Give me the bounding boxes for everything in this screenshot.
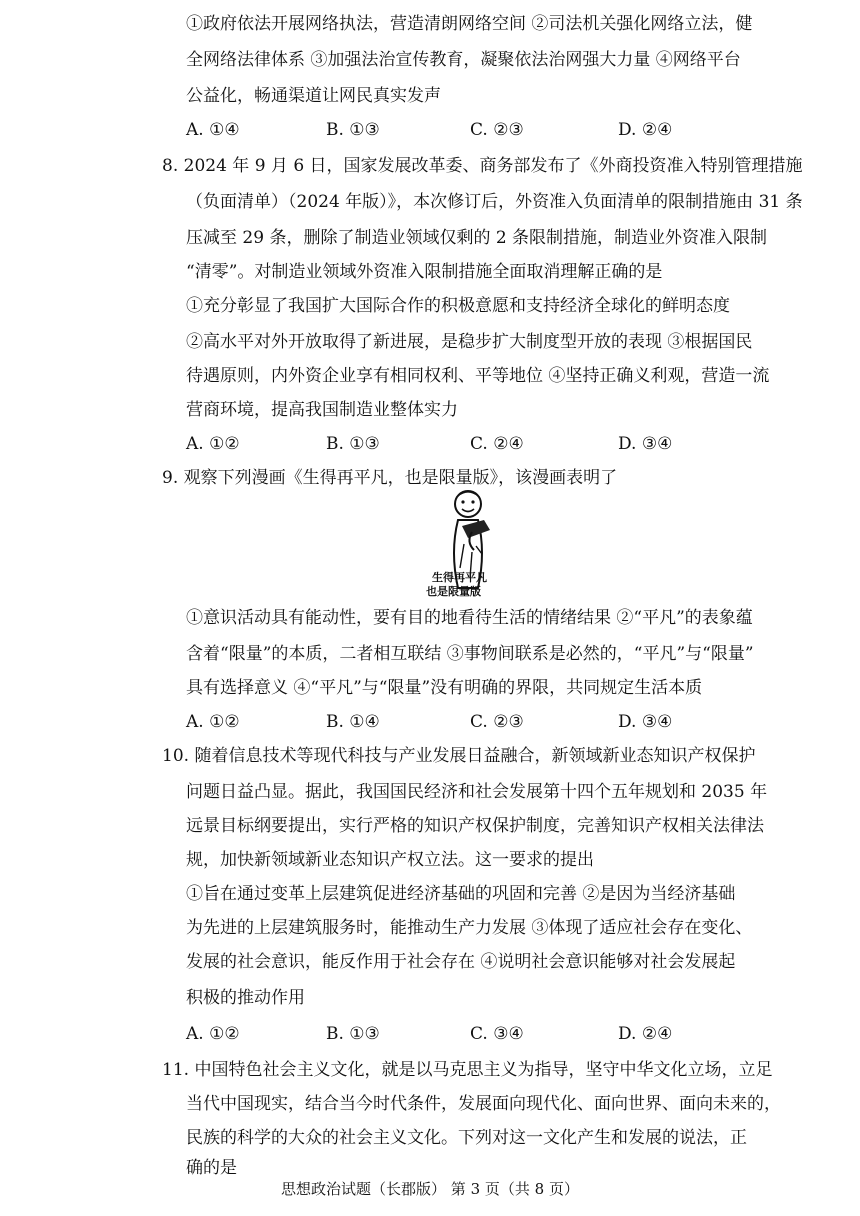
- q7-choice-d: D. ②④: [618, 120, 673, 140]
- q10-line-4: 规，加快新领域新业态知识产权立法。这一要求的提出: [186, 850, 594, 870]
- cartoon-caption-line-1: 生得再平凡: [432, 571, 487, 584]
- q10-line-8: 积极的推动作用: [186, 988, 305, 1008]
- q9-line-2: 含着“限量”的本质，二者相互联结 ③事物间联系是必然的，“平凡”与“限量”: [186, 644, 754, 664]
- q11-line-1: 11. 中国特色社会主义文化，就是以马克思主义为指导，坚守中华文化立场，立足: [162, 1060, 773, 1080]
- cartoon-caption-line-2: 也是限量版: [426, 585, 481, 598]
- q8-choice-b: B. ①③: [326, 434, 380, 454]
- q7-choice-b: B. ①③: [326, 120, 380, 140]
- q10-choice-d: D. ②④: [618, 1024, 673, 1044]
- q9-choice-a: A. ①②: [186, 712, 240, 732]
- q9-line-1: ①意识活动具有能动性，要有目的地看待生活的情绪结果 ②“平凡”的表象蕴: [186, 608, 753, 628]
- q7-line-3: 公益化，畅通渠道让网民真实发声: [186, 86, 441, 106]
- q9-choice-b: B. ①④: [326, 712, 380, 732]
- q9-choice-c: C. ②③: [470, 712, 524, 732]
- q10-choice-c: C. ③④: [470, 1024, 524, 1044]
- q7-line-2: 全网络法律体系 ③加强法治宣传教育，凝聚依法治网强大力量 ④网络平台: [186, 50, 741, 70]
- q11-line-3: 民族的科学的大众的社会主义文化。下列对这一文化产生和发展的说法，正: [186, 1128, 747, 1148]
- q10-line-7: 发展的社会意识，能反作用于社会存在 ④说明社会意识能够对社会发展起: [186, 952, 736, 972]
- q11-line-4: 确的是: [186, 1158, 237, 1178]
- q10-line-2: 问题日益凸显。据此，我国国民经济和社会发展第十四个五年规划和 2035 年: [186, 782, 768, 802]
- q7-line-1: ①政府依法开展网络执法，营造清朗网络空间 ②司法机关强化网络立法，健: [186, 14, 753, 34]
- q8-choice-c: C. ②④: [470, 434, 524, 454]
- q8-choice-d: D. ③④: [618, 434, 673, 454]
- q9-choice-d: D. ③④: [618, 712, 673, 732]
- q8-choice-a: A. ①②: [186, 434, 240, 454]
- q10-line-1: 10. 随着信息技术等现代科技与产业发展日益融合，新领域新业态知识产权保护: [162, 746, 756, 766]
- q10-line-6: 为先进的上层建筑服务时，能推动生产力发展 ③体现了适应社会存在变化、: [186, 918, 753, 938]
- q8-line-8: 营商环境，提高我国制造业整体实力: [186, 400, 458, 420]
- q10-choice-b: B. ①③: [326, 1024, 380, 1044]
- q10-line-5: ①旨在通过变革上层建筑促进经济基础的巩固和完善 ②是因为当经济基础: [186, 884, 736, 904]
- q8-line-3: 压减至 29 条，删除了制造业领域仅剩的 2 条限制措施，制造业外资准入限制: [186, 228, 768, 248]
- q9-stem: 9. 观察下列漫画《生得再平凡，也是限量版》，该漫画表明了: [162, 468, 618, 488]
- q10-choice-a: A. ①②: [186, 1024, 240, 1044]
- q9-line-3: 具有选择意义 ④“平凡”与“限量”没有明确的界限，共同规定生活本质: [186, 678, 703, 698]
- q8-line-6: ②高水平对外开放取得了新进展，是稳步扩大制度型开放的表现 ③根据国民: [186, 332, 753, 352]
- q8-line-2: （负面清单）（2024 年版）》，本次修订后，外资准入负面清单的限制措施由 31 条: [186, 192, 803, 212]
- q10-line-3: 远景目标纲要提出，实行严格的知识产权保护制度，完善知识产权相关法律法: [186, 816, 764, 836]
- q7-choice-c: C. ②③: [470, 120, 524, 140]
- page-footer: 思想政治试题（长郡版） 第 3 页（共 8 页）: [281, 1180, 579, 1198]
- q11-line-2: 当代中国现实，结合当今时代条件，发展面向现代化、面向世界、面向未来的，: [186, 1094, 781, 1114]
- q8-line-7: 待遇原则，内外资企业享有相同权利、平等地位 ④坚持正确义利观，营造一流: [186, 366, 770, 386]
- q8-line-4: “清零”。对制造业领域外资准入限制措施全面取消理解正确的是: [186, 262, 663, 282]
- q7-choice-a: A. ①④: [186, 120, 240, 140]
- q8-line-1: 8. 2024 年 9 月 6 日，国家发展改革委、商务部发布了《外商投资准入特别管理措施: [162, 156, 803, 176]
- q8-line-5: ①充分彰显了我国扩大国际合作的积极意愿和支持经济全球化的鲜明态度: [186, 296, 730, 316]
